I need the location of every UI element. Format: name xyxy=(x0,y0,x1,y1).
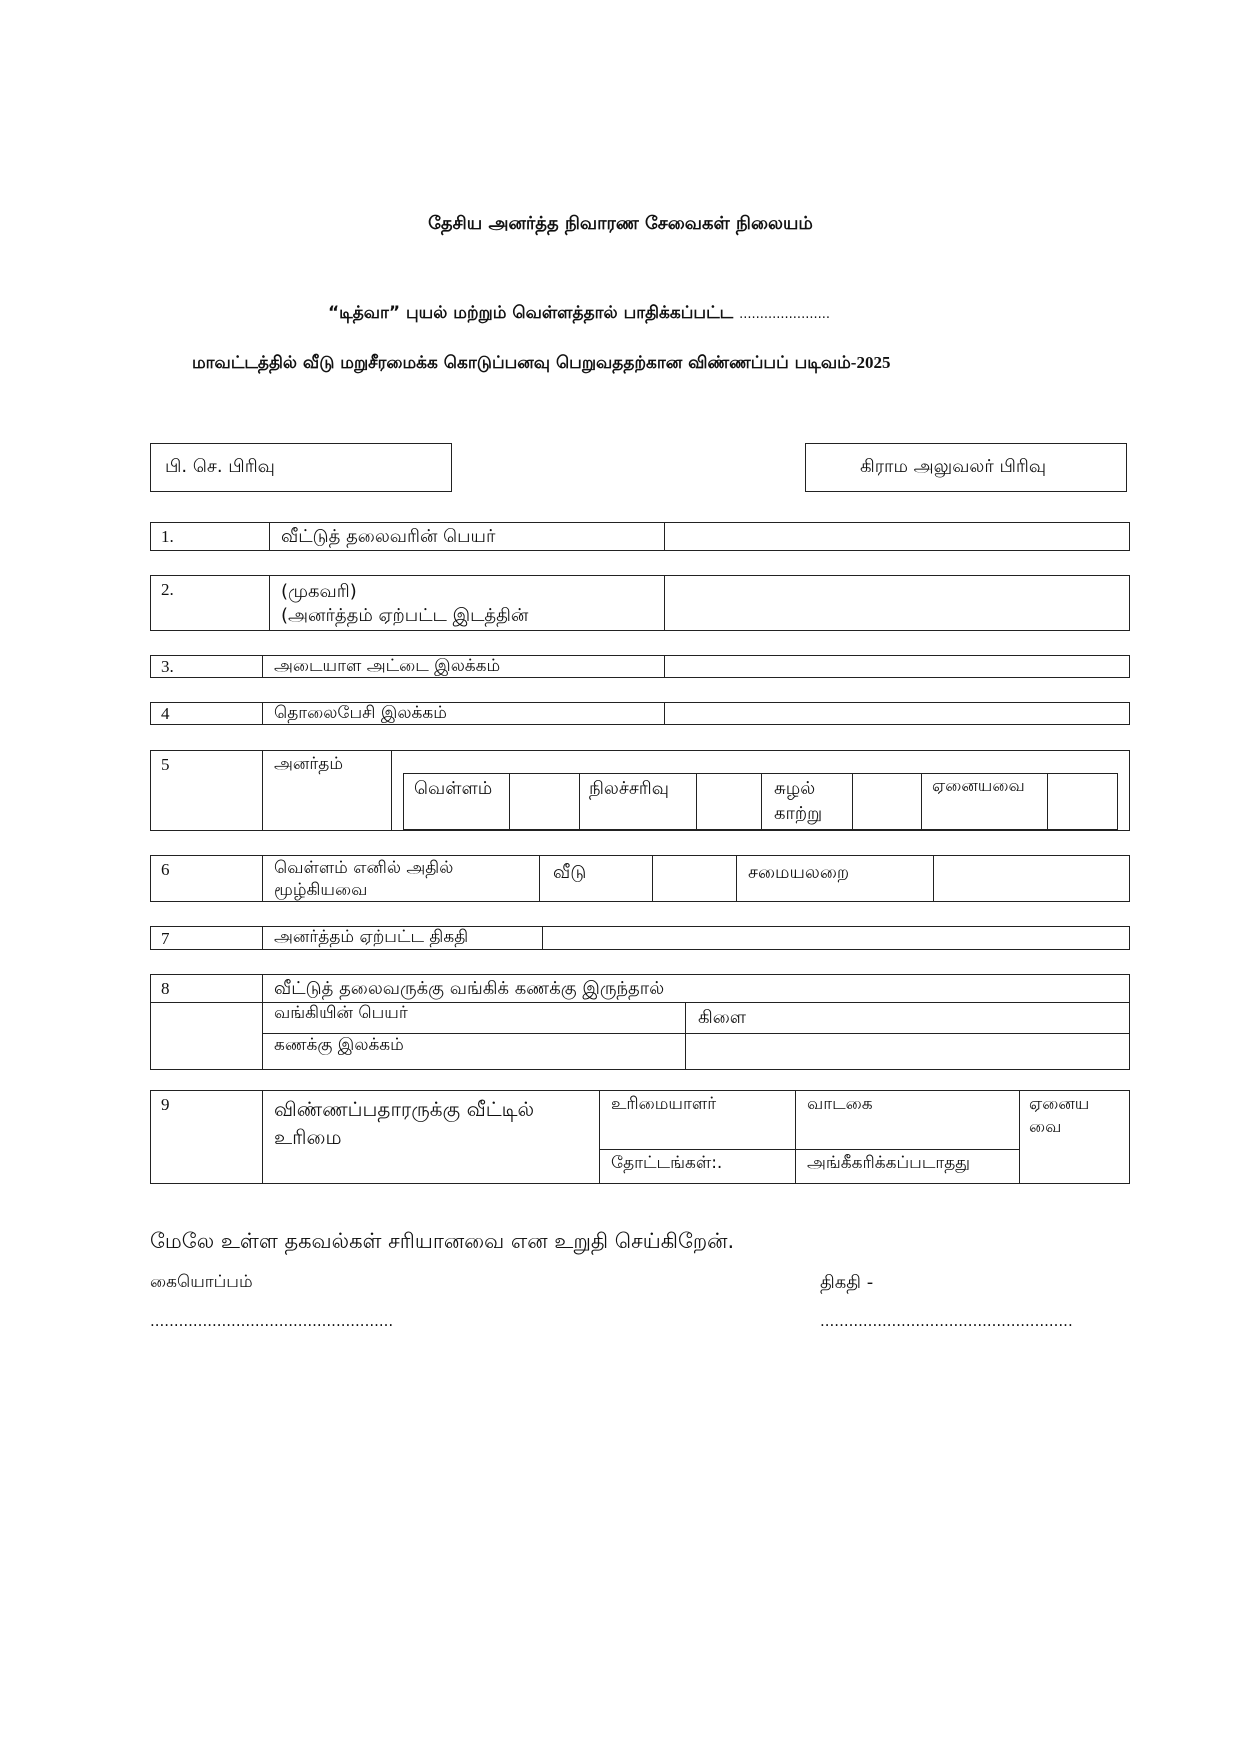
row-3-number: 3. xyxy=(161,657,174,676)
row-1-number: 1. xyxy=(161,527,174,546)
option-other-ownership-label-2: வை xyxy=(1029,1117,1062,1137)
row-9-label-line2: உரிமை xyxy=(274,1125,342,1149)
form-subtitle-line1 xyxy=(328,303,830,324)
flood-checkbox[interactable] xyxy=(510,774,579,829)
nic-input[interactable] xyxy=(665,656,1129,677)
row-1-label: வீட்டுத் தலைவரின் பெயர் xyxy=(281,526,496,547)
option-cyclone-label-2: காற்று xyxy=(774,803,823,824)
row-5-disaster-type xyxy=(150,750,1130,831)
disaster-options xyxy=(403,773,1118,830)
option-estate-label[interactable]: தோட்டங்கள்:. xyxy=(611,1153,723,1173)
row-5-label: அனர்தம் xyxy=(274,754,344,774)
district-dots: ...................... xyxy=(739,307,830,322)
option-owner-label[interactable]: உரிமையாளர் xyxy=(611,1094,717,1114)
option-other-ownership-label-1[interactable]: ஏனைய xyxy=(1029,1094,1090,1114)
account-number-input[interactable] xyxy=(686,1034,1129,1069)
subtitle-text: “டித்வா” புயல் மற்றும் வெள்ளத்தால் பாதிக்கப்பட்ட xyxy=(328,303,734,323)
row-8-label: வீட்டுத் தலைவருக்கு வங்கிக் கணக்கு இருந்தால் xyxy=(274,978,665,999)
head-name-input[interactable] xyxy=(665,523,1129,550)
row-3-label: அடையாள அட்டை இலக்கம் xyxy=(274,656,501,676)
row-4-number: 4 xyxy=(161,704,170,723)
row-2-label-line2: (அனர்த்தம் ஏற்பட்ட இடத்தின் xyxy=(281,605,529,626)
disaster-date-input[interactable] xyxy=(543,927,1129,949)
option-cyclone-label-1: சுழல் xyxy=(774,778,816,799)
option-landslide-label: நிலச்சரிவு xyxy=(589,778,669,799)
row-6-label-line1: வெள்ளம் எனில் அதில் xyxy=(274,858,454,878)
cyclone-checkbox[interactable] xyxy=(853,774,921,829)
house-checkbox[interactable] xyxy=(653,856,736,901)
option-house-label: வீடு xyxy=(553,862,587,883)
option-other-label: ஏனையவை xyxy=(932,776,1025,796)
row-2-number: 2. xyxy=(161,580,174,599)
other-disaster-checkbox[interactable] xyxy=(1048,774,1117,829)
kitchen-checkbox[interactable] xyxy=(934,856,1129,901)
row-1-head-name xyxy=(150,522,1130,551)
form-year: -2025 xyxy=(850,353,891,372)
row-8-bank xyxy=(150,974,1130,1070)
row-2-label-line1: (முகவரி) xyxy=(281,581,357,602)
account-number-label: கணக்கு இலக்கம் xyxy=(274,1035,404,1055)
date-line[interactable]: ..................................................... xyxy=(820,1312,1073,1330)
row-6-submerged xyxy=(150,855,1130,902)
row-7-number: 7 xyxy=(161,929,170,948)
row-6-number: 6 xyxy=(161,860,170,879)
gn-division-box[interactable] xyxy=(805,443,1127,492)
signature-line[interactable]: ................................................... xyxy=(150,1312,394,1330)
org-title: தேசிய அனர்த்த நிவாரண சேவைகள் நிலையம் xyxy=(428,213,813,234)
option-unauthorized-label[interactable]: அங்கீகரிக்கப்படாதது xyxy=(807,1153,971,1173)
option-flood-label: வெள்ளம் xyxy=(414,778,493,799)
date-label: திகதி - xyxy=(820,1272,874,1293)
landslide-checkbox[interactable] xyxy=(697,774,761,829)
row-9-number: 9 xyxy=(161,1095,170,1114)
row-4-phone xyxy=(150,702,1130,725)
ds-division-box[interactable] xyxy=(150,443,452,492)
option-rent-label[interactable]: வாடகை xyxy=(807,1094,873,1114)
bank-name-input[interactable] xyxy=(263,1015,684,1033)
row-3-nic xyxy=(150,655,1130,678)
gn-division-label: கிராம அலுவலர் பிரிவு xyxy=(860,456,1047,477)
ds-division-label: பி. செ. பிரிவு xyxy=(165,456,275,477)
subtitle-text-2: மாவட்டத்தில் வீடு மறுசீரமைக்க கொடுப்பனவு பெறுவததற்கான விண்ணப்பப் படிவம் xyxy=(192,353,851,373)
form-subtitle-line2 xyxy=(192,352,890,374)
row-5-number: 5 xyxy=(161,755,170,774)
row-4-label: தொலைபேசி இலக்கம் xyxy=(274,703,447,723)
bank-name-label: வங்கியின் பெயர் xyxy=(274,1003,408,1023)
option-kitchen-label: சமையலறை xyxy=(748,862,850,883)
row-7-label: அனர்த்தம் ஏற்பட்ட திகதி xyxy=(274,927,469,947)
row-9-ownership xyxy=(150,1090,1130,1184)
address-input[interactable] xyxy=(665,576,1129,630)
row-2-address xyxy=(150,575,1130,631)
row-7-disaster-date xyxy=(150,926,1130,950)
branch-label: கிளை xyxy=(698,1007,747,1028)
branch-input[interactable] xyxy=(751,1003,1129,1033)
declaration-text: மேலே உள்ள தகவல்கள் சரியானவை என உறுதி செய்கிறேன். xyxy=(150,1229,735,1253)
row-6-label-line2: மூழ்கியவை xyxy=(274,880,368,900)
row-9-label-line1: விண்ணப்பதாரருக்கு வீட்டில் xyxy=(274,1097,535,1121)
signature-label: கையொப்பம் xyxy=(150,1272,253,1292)
row-8-number: 8 xyxy=(161,979,170,998)
phone-input[interactable] xyxy=(665,703,1129,724)
